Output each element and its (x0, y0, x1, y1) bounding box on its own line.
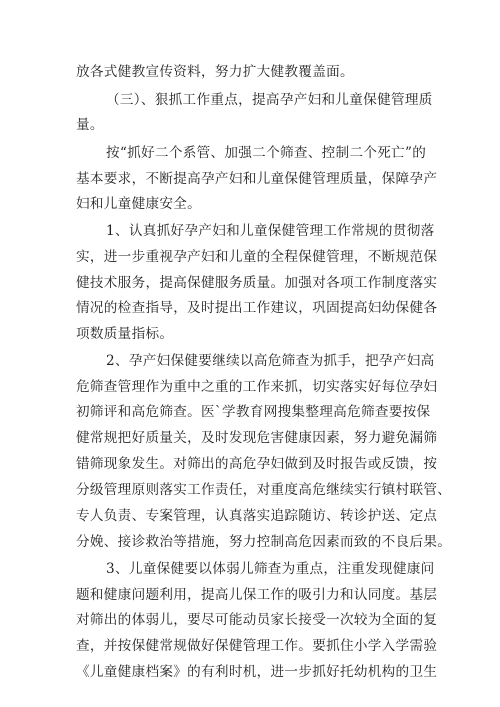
paragraph-line: 题和健康问题利用，提高儿保工作的吸引力和认同度。基层 (76, 587, 438, 603)
paragraph-line: 对筛出的体弱儿，要尽可能动员家长接受一次较为全面的复 (76, 612, 438, 628)
text-line: 放各式健教宣传资料，努力扩大健教覆盖面。 (76, 64, 354, 80)
paragraph-line: 妇和儿童健康安全。 (76, 196, 202, 212)
paragraph-line: 查，并按保健常规做好保健管理工作。要抓住小学入学需验 (76, 638, 438, 654)
paragraph-line: 分级管理原则落实工作责任，对重度高危继续实行镇村联管、 (76, 482, 452, 498)
paragraph-line: 分娩、接诊救治等措施，努力控制高危因素而致的不良后果。 (76, 534, 452, 550)
paragraph-line: 健技术服务，提高保健服务质量。加强对各项工作制度落实 (76, 275, 438, 291)
paragraph-line: 初筛评和高危筛查。医`学教育网搜集整理高危筛查要按保 (76, 404, 431, 420)
paragraph-line: 健常规把好质量关，及时发现危害健康因素，努力避免漏筛 (76, 430, 438, 446)
paragraph-line: 3、儿童保健要以体弱儿筛查为重点，注重发现健康问 (106, 561, 435, 577)
paragraph-line: 按“抓好二个系管、加强二个筛查、控制二个死亡”的 (106, 145, 427, 161)
section-heading: （三）、狠抓工作重点，提高孕产妇和儿童保健管理质 (106, 92, 433, 108)
section-heading-continued: 量。 (76, 117, 104, 133)
paragraph-line: 危筛查管理作为重中之重的工作来抓，切实落实好每位孕妇 (76, 379, 438, 395)
paragraph-line: 项数质量指标。 (76, 326, 174, 342)
paragraph-line: 情况的检查指导，及时提出工作建议，巩固提高妇幼保健各 (76, 300, 438, 316)
paragraph-line: 1、认真抓好孕产妇和儿童保健管理工作常规的贯彻落 (106, 223, 435, 239)
paragraph-line: 基本要求，不断提高孕产妇和儿童保健管理质量，保障孕产 (76, 171, 438, 187)
paragraph-line: 2、孕产妇保健要继续以高危筛查为抓手，把孕产妇高 (106, 353, 435, 369)
paragraph-line: 《儿童健康档案》的有利时机，进一步抓好托幼机构的卫生 (76, 664, 438, 680)
paragraph-line: 实，进一步重视孕产妇和儿童的全程保健管理，不断规范保 (76, 249, 438, 265)
paragraph-line: 错筛现象发生。对筛出的高危孕妇做到及时报告或反馈，按 (76, 456, 438, 472)
paragraph-line: 专人负责、专案管理，认真落实追踪随访、转诊护送、定点 (76, 508, 438, 524)
